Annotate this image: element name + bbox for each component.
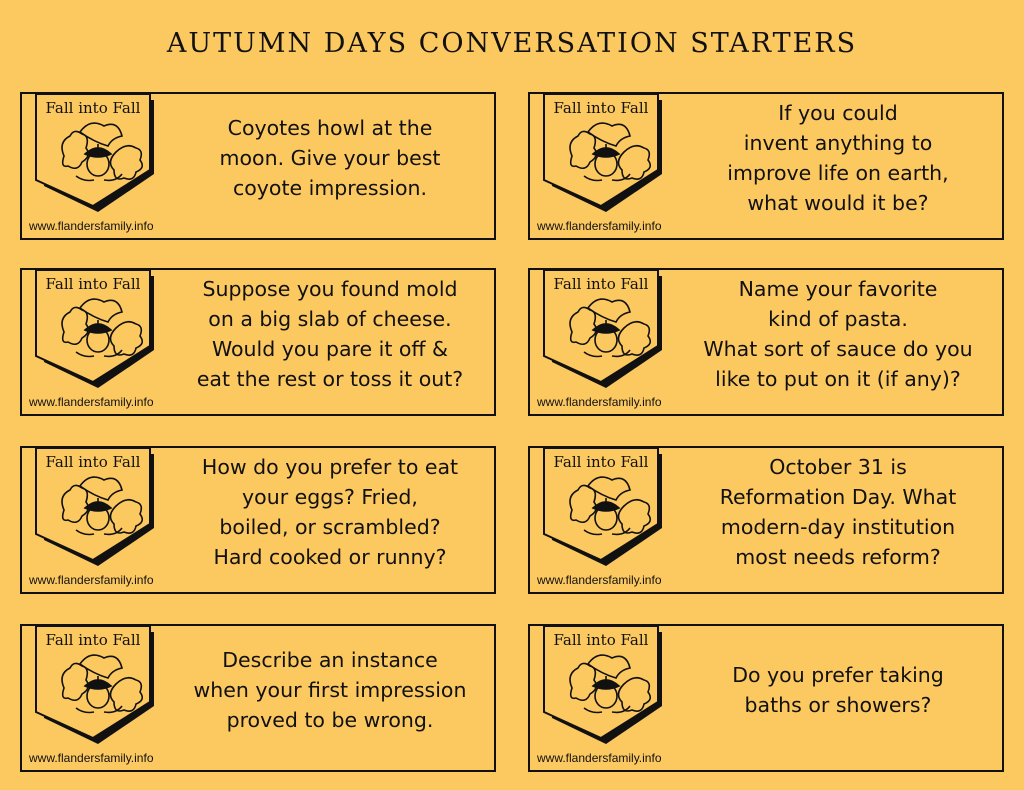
card-question: Describe an instance when your first impression proved to be wrong. bbox=[193, 648, 467, 732]
conversation-card bbox=[20, 624, 496, 772]
conversation-card bbox=[528, 268, 1004, 416]
card-question: If you could invent anything to improve life on earth, what would it be? bbox=[727, 101, 949, 215]
card-question: Suppose you found mold on a big slab of cheese. Would you pare it off & eat the rest or toss it out? bbox=[196, 277, 464, 391]
card-url: www.flandersfamily.info bbox=[29, 395, 154, 409]
badge-label: Fall into Fall bbox=[45, 453, 141, 471]
card-url: www.flandersfamily.info bbox=[537, 573, 662, 587]
card-url: www.flandersfamily.info bbox=[537, 219, 662, 233]
acorn-leaves-icon bbox=[34, 448, 164, 568]
card-question: Name your favorite kind of pasta. What sort of sauce do you like to put on it (if any)? bbox=[703, 277, 973, 391]
conversation-card bbox=[20, 92, 496, 240]
page-title: AUTUMN DAYS CONVERSATION STARTERS bbox=[166, 28, 858, 59]
card-question: Coyotes howl at the moon. Give your best coyote impression. bbox=[219, 116, 441, 200]
card-url: www.flandersfamily.info bbox=[29, 751, 154, 765]
badge-label: Fall into Fall bbox=[45, 631, 141, 649]
acorn-leaves-icon bbox=[542, 626, 672, 746]
fall-into-fall-badge bbox=[34, 270, 164, 390]
fall-into-fall-badge bbox=[542, 270, 672, 390]
fall-into-fall-badge bbox=[542, 94, 672, 214]
badge-label: Fall into Fall bbox=[553, 453, 649, 471]
card-url: www.flandersfamily.info bbox=[537, 751, 662, 765]
acorn-leaves-icon bbox=[542, 270, 672, 390]
acorn-leaves-icon bbox=[34, 626, 164, 746]
badge-label: Fall into Fall bbox=[553, 99, 649, 117]
badge-label: Fall into Fall bbox=[45, 275, 141, 293]
conversation-card bbox=[20, 446, 496, 594]
acorn-leaves-icon bbox=[542, 448, 672, 568]
conversation-card bbox=[20, 268, 496, 416]
card-url: www.flandersfamily.info bbox=[29, 573, 154, 587]
badge-label: Fall into Fall bbox=[553, 275, 649, 293]
fall-into-fall-badge bbox=[34, 626, 164, 746]
badge-label: Fall into Fall bbox=[45, 99, 141, 117]
fall-into-fall-badge bbox=[34, 94, 164, 214]
conversation-card bbox=[528, 624, 1004, 772]
card-question: How do you prefer to eat your eggs? Fried, boiled, or scrambled? Hard cooked or runny? bbox=[201, 455, 459, 569]
acorn-leaves-icon bbox=[34, 94, 164, 214]
conversation-card bbox=[528, 446, 1004, 594]
fall-into-fall-badge bbox=[34, 448, 164, 568]
card-question: October 31 is Reformation Day. What modern-day institution most needs reform? bbox=[719, 455, 957, 569]
fall-into-fall-badge bbox=[542, 626, 672, 746]
card-question: Do you prefer taking baths or showers? bbox=[732, 663, 944, 717]
card-url: www.flandersfamily.info bbox=[537, 395, 662, 409]
fall-into-fall-badge bbox=[542, 448, 672, 568]
acorn-leaves-icon bbox=[34, 270, 164, 390]
acorn-leaves-icon bbox=[542, 94, 672, 214]
card-url: www.flandersfamily.info bbox=[29, 219, 154, 233]
badge-label: Fall into Fall bbox=[553, 631, 649, 649]
conversation-card bbox=[528, 92, 1004, 240]
